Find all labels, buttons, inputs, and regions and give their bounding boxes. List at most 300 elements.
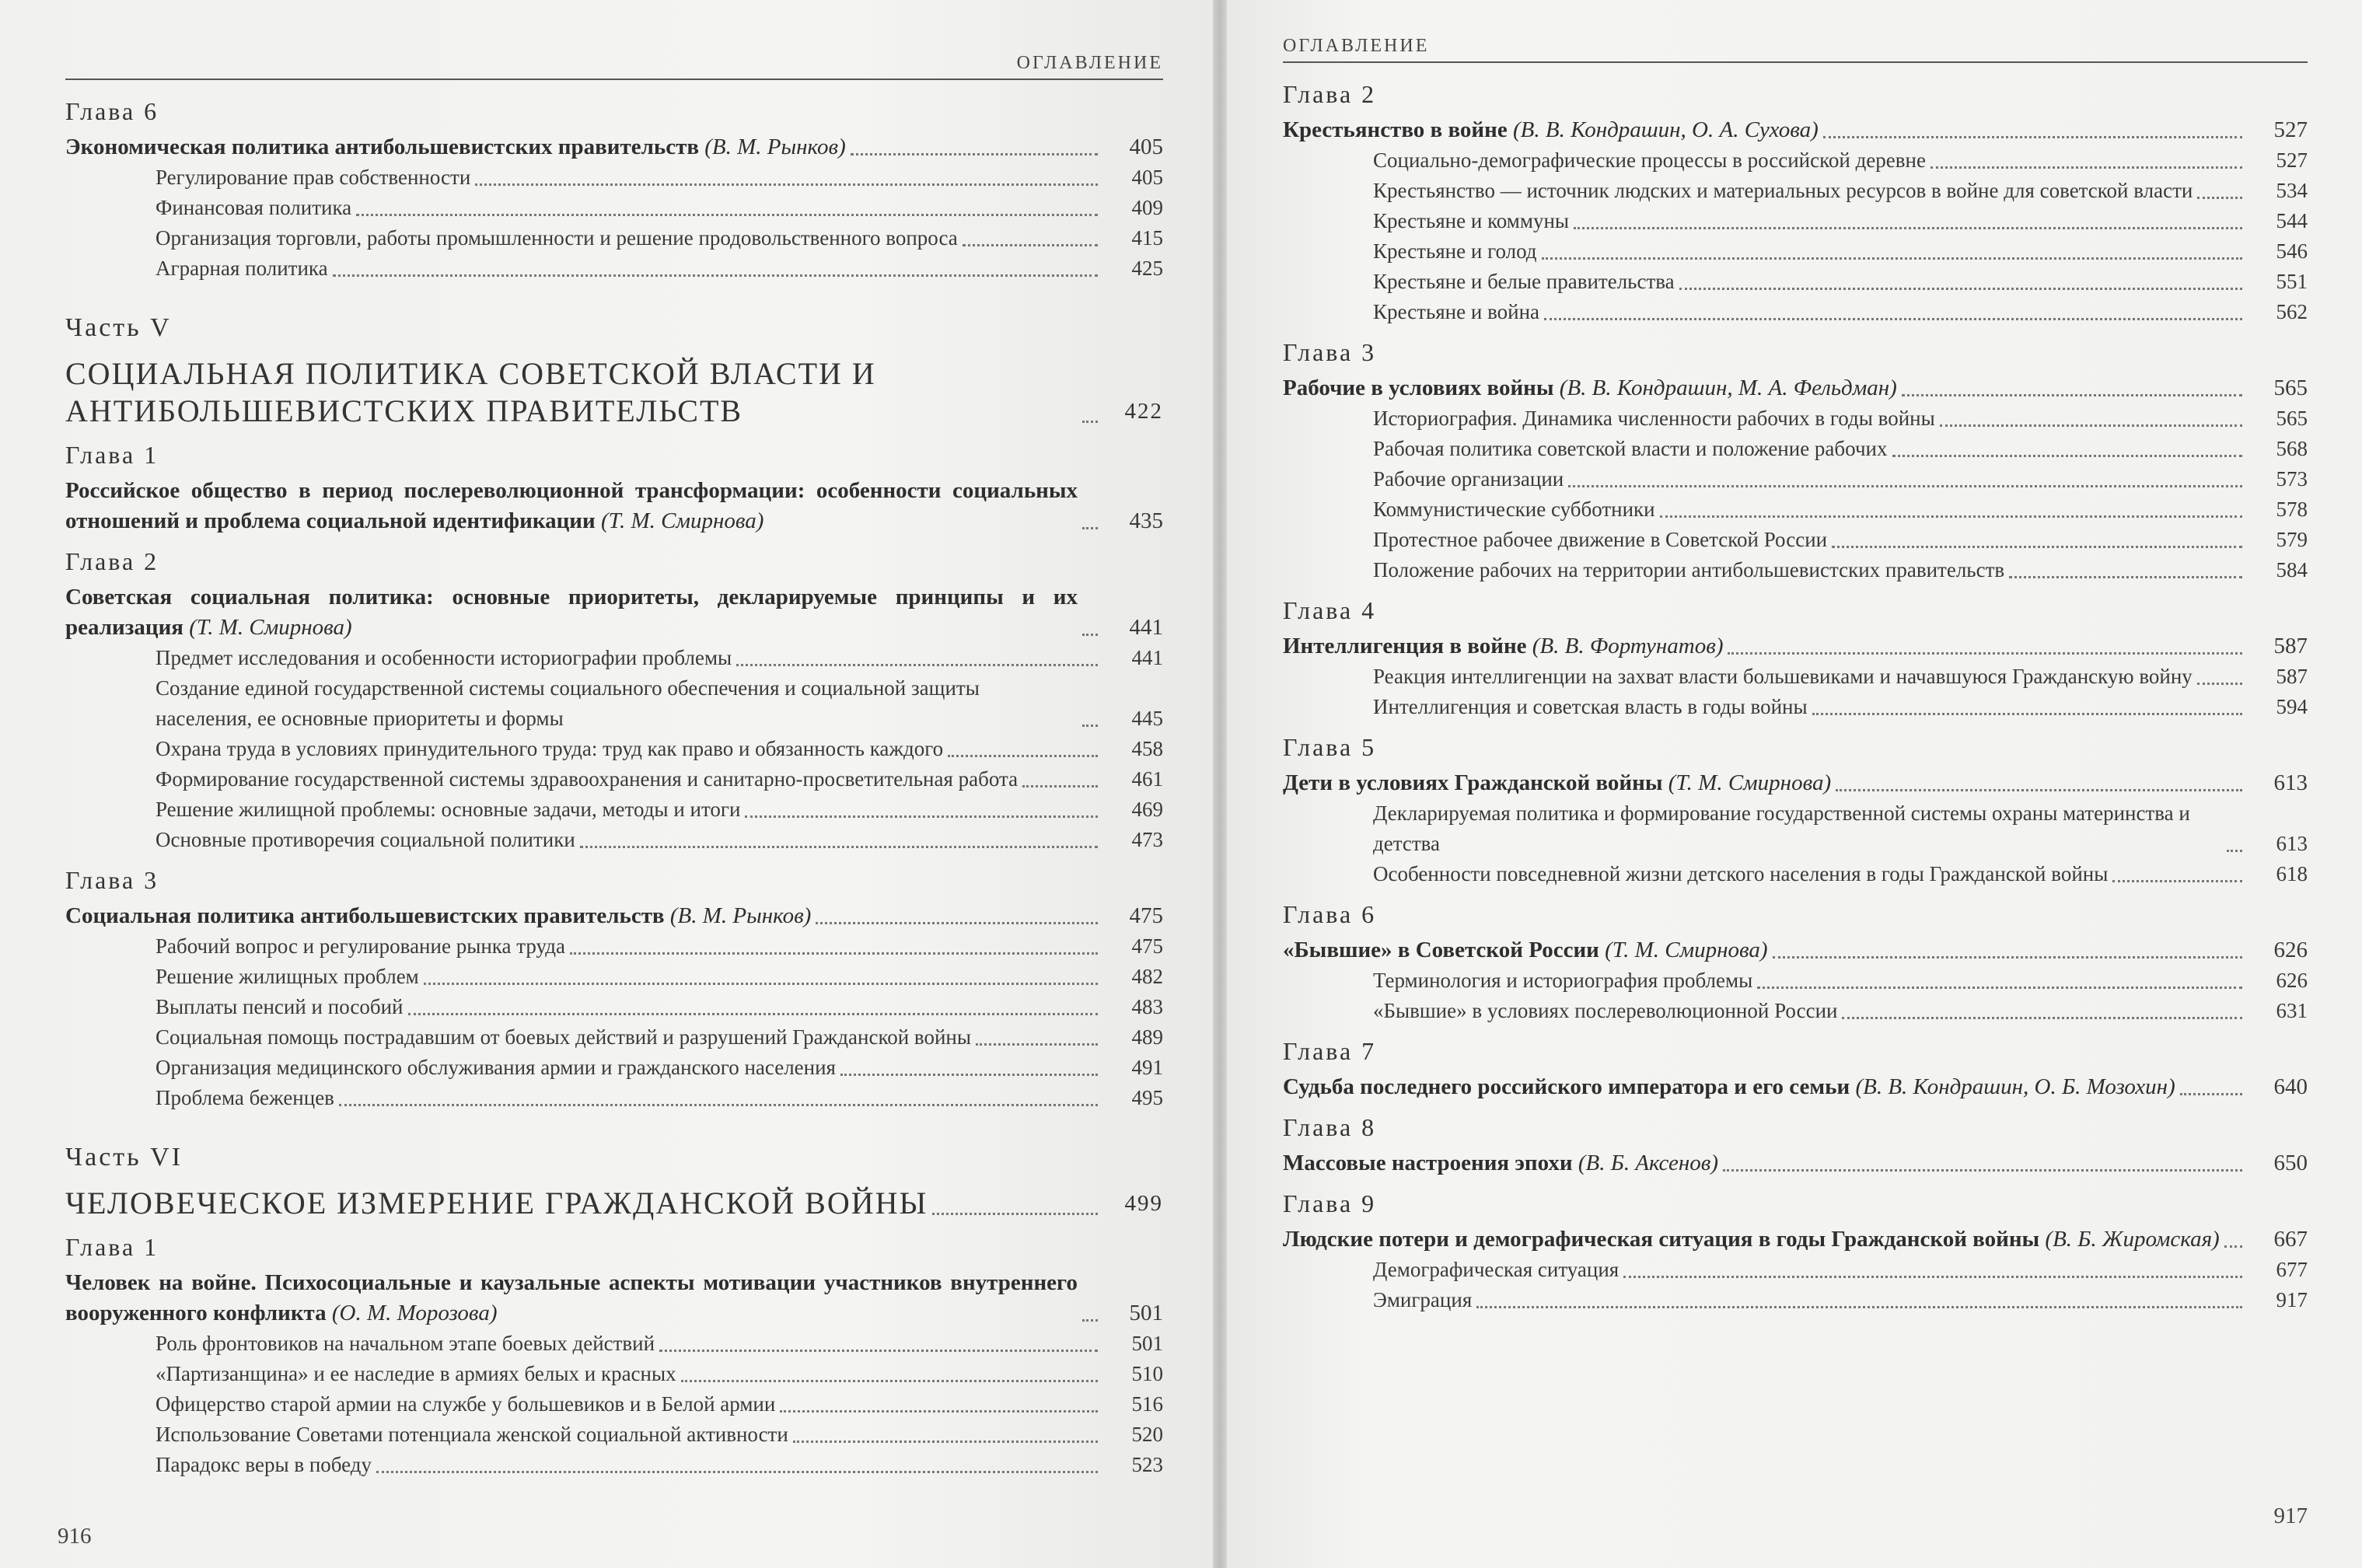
- toc-subentry: [65, 734, 1163, 764]
- entry-title: [155, 992, 404, 1022]
- toc-entry: [65, 476, 1163, 536]
- page-ref: 483: [1131, 995, 1163, 1018]
- entry-title-text: СОЦИАЛЬНАЯ ПОЛИТИКА СОВЕТСКОЙ ВЛАСТИ И АНТИБОЛЬШЕВИСТСКИХ ПРАВИТЕЛЬСТВ: [65, 356, 876, 428]
- page-ref: 405: [1129, 134, 1163, 159]
- dot-leader: [1568, 485, 2242, 487]
- page-ref: 516: [1131, 1392, 1163, 1416]
- entry-title: [65, 1185, 928, 1222]
- toc-subentry: [1283, 464, 2308, 494]
- page-number: 916: [58, 1524, 92, 1549]
- entry-title: [1373, 555, 2004, 585]
- toc-entry: [65, 132, 1163, 162]
- entry-title: [155, 962, 419, 992]
- toc-subentry: [1283, 206, 2308, 236]
- entry-title: [1373, 176, 2193, 206]
- chapter-heading: Глава 2: [1283, 80, 1377, 108]
- entry-title: [65, 355, 1078, 430]
- entry-title: [1373, 267, 1675, 297]
- entry-title-text: Крестьяне и голод: [1373, 239, 1537, 263]
- page-ref: 475: [1131, 934, 1163, 958]
- entry-title-text: Формирование государственной системы здравоохранения и санитарно-просветительная работа: [155, 767, 1019, 791]
- entry-title: [1373, 966, 1752, 996]
- page-ref: 631: [2276, 999, 2308, 1022]
- chapter-heading: Глава 4: [1283, 596, 1377, 624]
- entry-title: [155, 1389, 775, 1420]
- page-ref: 499: [1124, 1191, 1163, 1216]
- entry-title: [1373, 206, 1569, 236]
- page-ref: 626: [2273, 938, 2308, 962]
- toc-subentry: [65, 931, 1163, 962]
- dot-leader: [1082, 725, 1098, 727]
- page-ref: 551: [2276, 270, 2308, 293]
- entry-author: (Т. М. Смирнова): [189, 615, 352, 640]
- toc-subentry: [1283, 403, 2308, 434]
- dot-leader: [932, 1213, 1098, 1215]
- entry-author: (В. В. Фортунатов): [1532, 634, 1724, 658]
- page-ref: 441: [1131, 646, 1163, 669]
- toc-subentry: [1283, 692, 2308, 722]
- entry-title-text: Терминология и историография проблемы: [1373, 969, 1753, 992]
- toc-subentry: [1283, 145, 2308, 176]
- entry-title: [155, 1329, 655, 1359]
- entry-author: (В. В. Кондрашин, О. А. Сухова): [1512, 117, 1819, 142]
- page-ref: 594: [2276, 695, 2308, 718]
- part-heading: Часть VI: [65, 1143, 183, 1172]
- toc-entry: [1283, 115, 2308, 145]
- dot-leader: [816, 922, 1098, 924]
- page-ref: 667: [2273, 1227, 2308, 1252]
- toc-subentry: [65, 1053, 1163, 1083]
- chapter-heading: Глава 8: [1283, 1113, 1377, 1141]
- dot-leader: [1836, 789, 2242, 791]
- entry-title-text: Демографическая ситуация: [1373, 1258, 1620, 1281]
- entry-title-text: Интеллигенция и советская власть в годы войны: [1373, 695, 1808, 718]
- entry-title: [155, 253, 328, 284]
- toc-subentry: [1283, 1285, 2308, 1315]
- entry-title: [1373, 403, 1935, 434]
- dot-leader: [1940, 424, 2242, 427]
- entry-author: (Т. М. Смирнова): [1668, 770, 1832, 795]
- entry-title: [155, 1450, 372, 1480]
- dot-leader: [1476, 1306, 2242, 1308]
- entry-title: [1283, 631, 1723, 662]
- dot-leader: [1723, 1169, 2242, 1172]
- dot-leader: [1574, 227, 2242, 229]
- entry-title: [1373, 525, 1827, 555]
- toc-subentry: [1283, 996, 2308, 1026]
- toc-subentry: [1283, 966, 2308, 996]
- toc-subentry: [65, 962, 1163, 992]
- entry-author: (О. М. Морозова): [331, 1301, 498, 1325]
- dot-leader: [2197, 683, 2242, 685]
- page-ref: 510: [1131, 1362, 1163, 1385]
- chapter-heading: Глава 6: [1283, 900, 1377, 928]
- entry-author: (В. Б. Аксенов): [1578, 1151, 1718, 1175]
- toc-subentry: [1283, 555, 2308, 585]
- page-ref: 425: [1131, 257, 1163, 280]
- toc-subentry: [1283, 662, 2308, 692]
- toc-subentry: [1283, 494, 2308, 525]
- entry-title-text: Парадокс веры в победу: [155, 1453, 372, 1476]
- toc-subentry: [65, 1450, 1163, 1480]
- dot-leader: [1679, 288, 2242, 290]
- entry-title-text: Финансовая политика: [155, 196, 352, 219]
- chapter-heading: Глава 5: [1283, 733, 1377, 761]
- entry-title-text: ЧЕЛОВЕЧЕСКОЕ ИЗМЕРЕНИЕ ГРАЖДАНСКОЙ ВОЙНЫ: [65, 1186, 928, 1221]
- page-ref: 461: [1131, 767, 1163, 791]
- dot-leader: [1892, 455, 2243, 457]
- dot-leader: [1082, 421, 1098, 423]
- toc-subentry: [1283, 236, 2308, 267]
- entry-title-text: Создание единой государственной системы социального обеспечения и социальной защиты населения, ее основные приоритеты и формы: [155, 676, 980, 730]
- page-ref: 422: [1124, 399, 1163, 424]
- page-ref: 527: [2273, 117, 2308, 142]
- head-rule: [1283, 61, 2308, 63]
- toc-entry: [1283, 1072, 2308, 1102]
- chapter-heading: Глава 2: [65, 547, 159, 575]
- entry-title: [155, 1420, 788, 1450]
- entry-title-text: Рабочие организации: [1373, 467, 1564, 491]
- entry-title-text: Регулирование прав собственности: [155, 166, 471, 189]
- entry-title: [155, 673, 1078, 734]
- entry-title: [155, 643, 732, 673]
- dot-leader: [1623, 1276, 2242, 1278]
- entry-title: [65, 132, 846, 162]
- entry-title-text: Дети в условиях Гражданской войны: [1283, 770, 1668, 795]
- toc-subentry: [1283, 434, 2308, 464]
- entry-title: [65, 582, 1078, 643]
- dot-leader: [1728, 652, 2242, 655]
- page-ref: 650: [2273, 1151, 2308, 1175]
- page-ref: 409: [1131, 196, 1163, 219]
- entry-title: [1373, 297, 1539, 327]
- entry-title: [1373, 236, 1537, 267]
- entry-title-text: Протестное рабочее движение в Советской России: [1373, 528, 1828, 551]
- part-heading: Часть V: [65, 313, 172, 342]
- entry-title-text: Организация торговли, работы промышленности и решение продовольственного вопроса: [155, 226, 958, 250]
- dot-leader: [1082, 634, 1098, 636]
- chapter-heading: Глава 3: [1283, 338, 1377, 366]
- page-ref: 565: [2273, 375, 2308, 400]
- entry-title-text: Историография. Динамика численности рабочих в годы войны: [1373, 407, 1935, 430]
- entry-title-text: Человек на войне. Психосоциальные и каузальные аспекты мотивации участников внутреннего вооруженного конфликта: [65, 1270, 1078, 1325]
- dot-leader: [1757, 987, 2242, 989]
- entry-title-text: Советская социальная политика: основные приоритеты, декларируемые принципы и их реализация: [65, 585, 1078, 640]
- toc-entry: [1283, 768, 2308, 798]
- dot-leader: [793, 1441, 1098, 1443]
- entry-title: [1373, 494, 1655, 525]
- entry-title: [1283, 768, 1831, 798]
- page-ref: 458: [1131, 737, 1163, 760]
- toc-entry: [1283, 935, 2308, 966]
- entry-title-text: Судьба последнего российского императора и его семьи: [1283, 1074, 1856, 1099]
- toc-subentry: [65, 794, 1163, 825]
- dot-leader: [1930, 166, 2242, 169]
- entry-title: [1283, 373, 1897, 403]
- entry-title-text: Крестьяне и коммуны: [1373, 209, 1570, 232]
- toc-subentry: [65, 825, 1163, 855]
- entry-title-text: Эмиграция: [1373, 1288, 1473, 1311]
- dot-leader: [2009, 576, 2242, 578]
- entry-title: [1373, 464, 1564, 494]
- toc-subentry: [65, 764, 1163, 794]
- entry-title-text: Рабочая политика советской власти и положение рабочих: [1373, 437, 1888, 460]
- toc-list-left: [65, 97, 1163, 1480]
- dot-leader: [1542, 257, 2242, 260]
- page-ref: 578: [2276, 498, 2308, 521]
- entry-title-text: Крестьяне и белые правительства: [1373, 270, 1675, 293]
- page-ref: 640: [2273, 1074, 2308, 1099]
- dot-leader: [1832, 546, 2242, 548]
- dot-leader: [424, 983, 1098, 985]
- dot-leader: [659, 1350, 1098, 1352]
- entry-title: [155, 1083, 334, 1113]
- page-ref: 501: [1131, 1332, 1163, 1355]
- dot-leader: [976, 1043, 1098, 1046]
- chapter-heading: Глава 9: [1283, 1189, 1377, 1217]
- entry-title: [1283, 935, 1768, 966]
- page-ref: 534: [2276, 179, 2308, 202]
- page-ref: 573: [2276, 467, 2308, 491]
- dot-leader: [376, 1471, 1098, 1473]
- toc-subentry: [1283, 859, 2308, 889]
- entry-title: [1283, 1224, 2220, 1255]
- entry-title: [155, 1359, 676, 1389]
- page-ref: 501: [1129, 1301, 1163, 1325]
- chapter-heading: Глава 6: [65, 97, 159, 125]
- entry-title: [155, 734, 943, 764]
- dot-leader: [948, 755, 1098, 757]
- toc-part-title: [65, 355, 1163, 430]
- page-ref: 587: [2276, 665, 2308, 688]
- entry-title-text: Основные противоречия социальной политики: [155, 828, 575, 851]
- entry-title-text: Крестьянство в войне: [1283, 117, 1513, 142]
- page-ref: 917: [2276, 1288, 2308, 1311]
- head-rule: [65, 79, 1163, 80]
- toc-entry: [1283, 1148, 2308, 1179]
- dot-leader: [736, 664, 1098, 666]
- entry-title: [155, 764, 1018, 794]
- entry-title: [65, 1268, 1078, 1329]
- page-ref: 546: [2276, 239, 2308, 263]
- toc-subentry: [65, 193, 1163, 223]
- entry-title: [155, 825, 575, 855]
- entry-title-text: Интеллигенция в войне: [1283, 634, 1532, 658]
- page-ref: 613: [2276, 832, 2308, 855]
- page-ref: 491: [1131, 1056, 1163, 1079]
- entry-title-text: Офицерство старой армии на службе у большевиков и в Белой армии: [155, 1392, 776, 1416]
- entry-title-text: Социальная помощь пострадавшим от боевых действий и разрушений Гражданской войны: [155, 1025, 972, 1049]
- toc-subentry: [65, 673, 1163, 734]
- toc-subentry: [1283, 798, 2308, 859]
- entry-title-text: Охрана труда в условиях принудительного труда: труд как право и обязанность каждого: [155, 737, 944, 760]
- dot-leader: [339, 1104, 1098, 1106]
- chapter-heading: Глава 7: [1283, 1037, 1377, 1065]
- entry-title-text: Экономическая политика антибольшевистских правительств: [65, 134, 705, 159]
- entry-title-text: Положение рабочих на территории антибольшевистских правительств: [1373, 558, 2005, 581]
- dot-leader: [1082, 527, 1098, 529]
- page-ref: 613: [2273, 770, 2308, 795]
- entry-title: [155, 162, 470, 193]
- entry-title-text: Особенности повседневной жизни детского населения в годы Гражданской войны: [1373, 862, 2109, 885]
- entry-title-text: Аграрная политика: [155, 257, 328, 280]
- entry-title-text: Решение жилищной проблемы: основные задачи, методы и итоги: [155, 798, 741, 821]
- chapter-heading: Глава 1: [65, 1233, 159, 1261]
- entry-title: [1373, 859, 2108, 889]
- entry-title: [1373, 434, 1888, 464]
- entry-author: (Т. М. Смирнова): [1605, 938, 1768, 962]
- entry-title: [155, 223, 958, 253]
- dot-leader: [1082, 1319, 1098, 1322]
- page-ref: 565: [2276, 407, 2308, 430]
- toc-entry: [65, 1268, 1163, 1329]
- page-ref: 520: [1131, 1423, 1163, 1446]
- entry-author: (В. Б. Жиромская): [2045, 1227, 2220, 1252]
- entry-title: [155, 193, 351, 223]
- dot-leader: [580, 846, 1098, 848]
- dot-leader: [570, 952, 1098, 955]
- dot-leader: [1823, 136, 2242, 138]
- entry-title: [1373, 145, 1926, 176]
- toc-subentry: [65, 1389, 1163, 1420]
- entry-title-text: Людские потери и демографическая ситуация в годы Гражданской войны: [1283, 1227, 2046, 1252]
- toc-subentry: [65, 1022, 1163, 1053]
- dot-leader: [1842, 1017, 2242, 1019]
- entry-title-text: «Бывшие» в условиях послереволюционной России: [1373, 999, 1838, 1022]
- entry-title: [1373, 798, 2222, 859]
- toc-entry: [1283, 373, 2308, 403]
- entry-title: [1283, 115, 1819, 145]
- page-ref: 584: [2276, 558, 2308, 581]
- entry-title-text: Социально-демографические процессы в российской деревне: [1373, 148, 1926, 172]
- entry-title: [1373, 662, 2193, 692]
- toc-subentry: [65, 1420, 1163, 1450]
- entry-title-text: Массовые настроения эпохи: [1283, 1151, 1578, 1175]
- page-ref: 562: [2276, 300, 2308, 323]
- book-spine: [1213, 0, 1227, 1568]
- page-ref: 677: [2276, 1258, 2308, 1281]
- dot-leader: [356, 214, 1098, 216]
- toc-subentry: [1283, 176, 2308, 206]
- toc-subentry: [65, 992, 1163, 1022]
- entry-title-text: Декларируемая политика и формирование государственной системы охраны материнства и детства: [1373, 801, 2190, 855]
- page-ref: 441: [1129, 615, 1163, 640]
- page-ref: 544: [2276, 209, 2308, 232]
- entry-title-text: Рабочие в условиях войны: [1283, 375, 1560, 400]
- entry-title-text: Предмет исследования и особенности историографии проблемы: [155, 646, 732, 669]
- dot-leader: [681, 1380, 1098, 1382]
- entry-title-text: Крестьянство — источник людских и материальных ресурсов в войне для советской власти: [1373, 179, 2193, 202]
- dot-leader: [2112, 880, 2242, 882]
- toc-entry: [65, 901, 1163, 931]
- entry-title: [155, 1053, 836, 1083]
- chapter-heading: Глава 1: [65, 441, 159, 469]
- dot-leader: [840, 1074, 1098, 1076]
- dot-leader: [1812, 713, 2242, 715]
- entry-title: [65, 476, 1078, 536]
- entry-title: [1283, 1148, 1718, 1179]
- entry-title-text: Решение жилищных проблем: [155, 965, 419, 988]
- dot-leader: [2180, 1093, 2242, 1095]
- toc-subentry: [1283, 525, 2308, 555]
- right-page: [1227, 0, 2362, 1568]
- page-ref: 445: [1131, 707, 1163, 730]
- dot-leader: [408, 1013, 1098, 1015]
- entry-title: [155, 931, 565, 962]
- entry-title-text: Проблема беженцев: [155, 1086, 334, 1109]
- dot-leader: [780, 1410, 1098, 1413]
- page-ref: 495: [1131, 1086, 1163, 1109]
- entry-title-text: Крестьяне и война: [1373, 300, 1540, 323]
- page-ref: 405: [1131, 166, 1163, 189]
- entry-author: (В. В. Кондрашин, О. Б. Мозохин): [1855, 1074, 2175, 1099]
- toc-entry: [1283, 1224, 2308, 1255]
- page-ref: 626: [2276, 969, 2308, 992]
- toc-part-title: [65, 1185, 1163, 1222]
- dot-leader: [1660, 515, 2242, 518]
- entry-title-text: «Бывшие» в Советской России: [1283, 938, 1606, 962]
- page-ref: 618: [2276, 862, 2308, 885]
- page-ref: 587: [2273, 634, 2308, 658]
- entry-title-text: Роль фронтовиков на начальном этапе боевых действий: [155, 1332, 655, 1355]
- toc-list-right: [1283, 80, 2308, 1315]
- running-head: ОГЛАВЛЕНИЕ: [1016, 53, 1163, 73]
- entry-title: [155, 1022, 971, 1053]
- dot-leader: [2197, 197, 2242, 199]
- entry-author: (В. М. Рынков): [704, 134, 846, 159]
- page-ref: 489: [1131, 1025, 1163, 1049]
- entry-author: (В. В. Кондрашин, М. А. Фельдман): [1559, 375, 1897, 400]
- page-ref: 527: [2276, 148, 2308, 172]
- dot-leader: [1773, 956, 2242, 959]
- dot-leader: [1544, 318, 2242, 320]
- toc-subentry: [65, 1359, 1163, 1389]
- toc-subentry: [1283, 267, 2308, 297]
- toc-entry: [1283, 631, 2308, 662]
- entry-title-text: Выплаты пенсий и пособий: [155, 995, 404, 1018]
- toc-subentry: [1283, 297, 2308, 327]
- entry-author: (Т. М. Смирнова): [600, 508, 764, 533]
- entry-title-text: Реакция интеллигенции на захват власти большевиками и начавшуюся Гражданскую войну: [1373, 665, 2193, 688]
- page-ref: 579: [2276, 528, 2308, 551]
- entry-title-text: Организация медицинского обслуживания армии и гражданского населения: [155, 1056, 836, 1079]
- dot-leader: [963, 244, 1098, 246]
- toc-subentry: [65, 1329, 1163, 1359]
- toc-subentry: [65, 1083, 1163, 1113]
- running-head: ОГЛАВЛЕНИЕ: [1283, 36, 1430, 56]
- dot-leader: [2224, 1245, 2242, 1248]
- entry-title: [1373, 1285, 1472, 1315]
- entry-title: [1373, 1255, 1619, 1285]
- dot-leader: [333, 274, 1098, 277]
- entry-title: [155, 794, 740, 825]
- toc-subentry: [65, 162, 1163, 193]
- entry-title-text: «Партизанщина» и ее наследие в армиях белых и красных: [155, 1362, 676, 1385]
- dot-leader: [1022, 785, 1098, 787]
- entry-title-text: Коммунистические субботники: [1373, 498, 1655, 521]
- page-ref: 475: [1129, 903, 1163, 928]
- entry-title-text: Социальная политика антибольшевистских правительств: [65, 903, 670, 928]
- entry-title-text: Использование Советами потенциала женской социальной активности: [155, 1423, 788, 1446]
- toc-subentry: [1283, 1255, 2308, 1285]
- dot-leader: [2227, 850, 2242, 852]
- entry-title: [65, 901, 811, 931]
- toc-entry: [65, 582, 1163, 643]
- page-ref: 568: [2276, 437, 2308, 460]
- dot-leader: [851, 153, 1098, 155]
- toc-subentry: [65, 643, 1163, 673]
- dot-leader: [475, 183, 1098, 186]
